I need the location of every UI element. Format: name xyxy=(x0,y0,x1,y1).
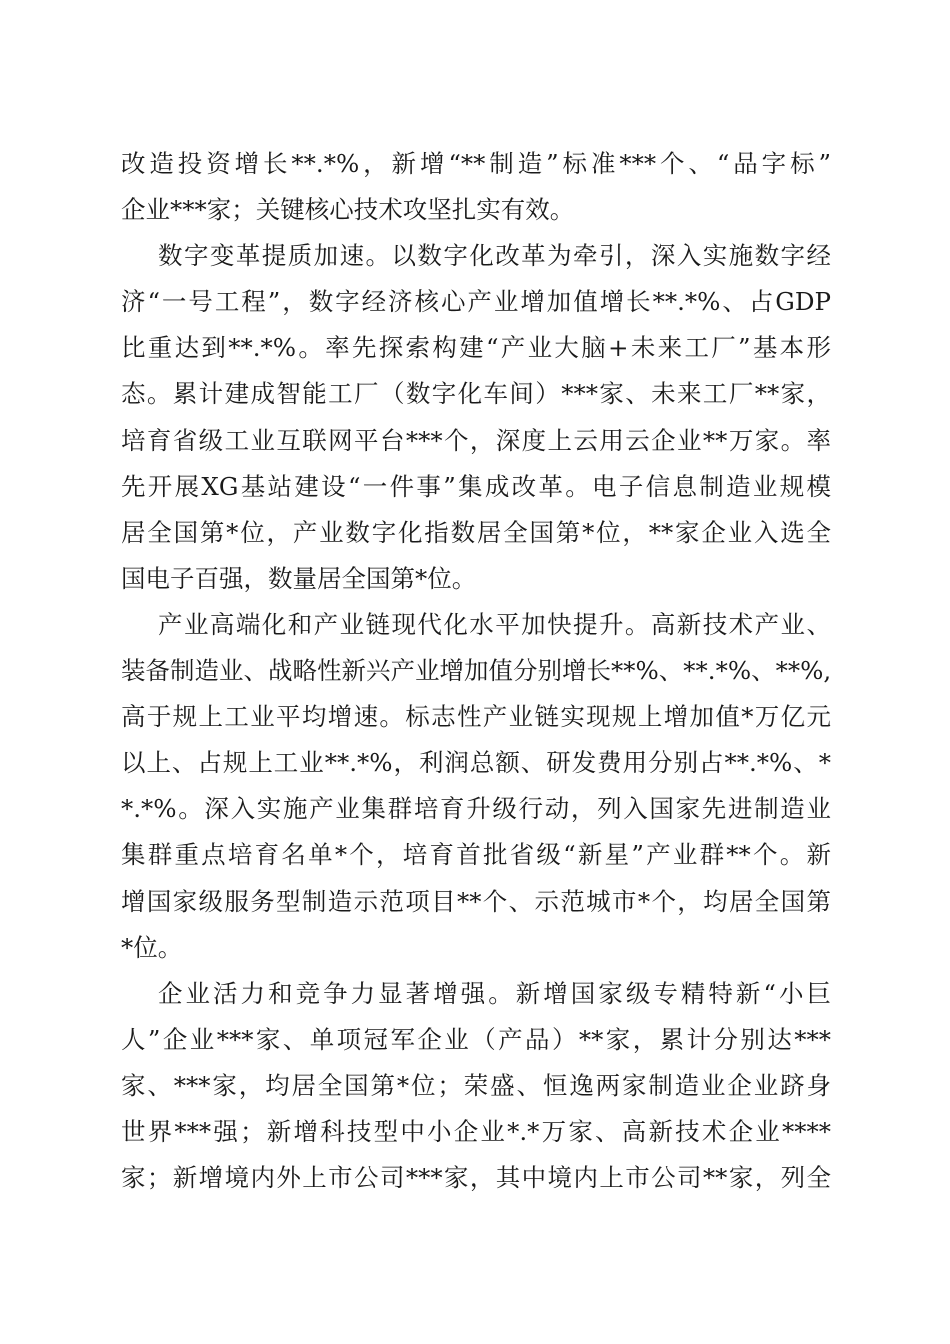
paragraph-4 xyxy=(121,971,831,1201)
text-line: 企业***家；关键核心技术攻坚扎实有效。 xyxy=(121,195,575,225)
text-line: 培育省级工业互联网平台***个，深度上云用云企业**万家。率 xyxy=(121,425,831,455)
text-line: *.*%。深入实施产业集群培育升级行动，列入国家先进制造业 xyxy=(121,794,831,824)
text-line: 企业活力和竞争力显著增强。新增国家级专精特新“小巨 xyxy=(158,978,831,1008)
text-line: 人”企业***家、单项冠军企业（产品）**家，累计分别达*** xyxy=(121,1024,831,1054)
text-line: 增国家级服务型制造示范项目**个、示范城市*个，均居全国第 xyxy=(121,886,831,916)
text-line: 以上、占规上工业**.*%，利润总额、研发费用分别占**.*%、* xyxy=(121,748,831,778)
text-line: 产业高端化和产业链现代化水平加快提升。高新技术产业、 xyxy=(158,609,831,639)
text-line: 集群重点培育名单*个，培育首批省级“新星”产业群**个。新 xyxy=(121,840,831,870)
text-line: 国电子百强，数量居全国第*位。 xyxy=(121,563,477,593)
text-line: 家、***家，均居全国第*位；荣盛、恒逸两家制造业企业跻身 xyxy=(121,1070,831,1100)
text-line: 高于规上工业平均增速。标志性产业链实现规上增加值*万亿元 xyxy=(121,702,831,732)
body-text xyxy=(121,141,831,1201)
paragraph-3 xyxy=(121,602,831,971)
text-line: *位。 xyxy=(121,932,183,962)
text-line: 世界***强；新增科技型中小企业*.*万家、高新技术企业**** xyxy=(121,1116,831,1146)
text-line: 居全国第*位，产业数字化指数居全国第*位，**家企业入选全 xyxy=(121,517,831,547)
text-line: 装备制造业、战略性新兴产业增加值分别增长**%、**.*%、**%, xyxy=(121,656,832,686)
paragraph-2 xyxy=(121,233,831,602)
text-line: 先开展XG基站建设“一件事”集成改革。电子信息制造业规模 xyxy=(121,471,831,501)
text-line: 态。累计建成智能工厂（数字化车间）***家、未来工厂**家， xyxy=(121,379,831,409)
text-line: 比重达到**.*%。率先探索构建“产业大脑+未来工厂”基本形 xyxy=(121,333,831,363)
paragraph-1 xyxy=(121,141,831,233)
text-line: 家；新增境内外上市公司***家，其中境内上市公司**家，列全 xyxy=(121,1163,831,1193)
text-line: 改造投资增长**.*%，新增“**制造”标准***个、“品字标” xyxy=(121,149,831,178)
text-line: 济“一号工程”，数字经济核心产业增加值增长**.*%、占GDP xyxy=(121,287,831,317)
text-line: 数字变革提质加速。以数字化改革为牵引，深入实施数字经 xyxy=(158,241,831,271)
